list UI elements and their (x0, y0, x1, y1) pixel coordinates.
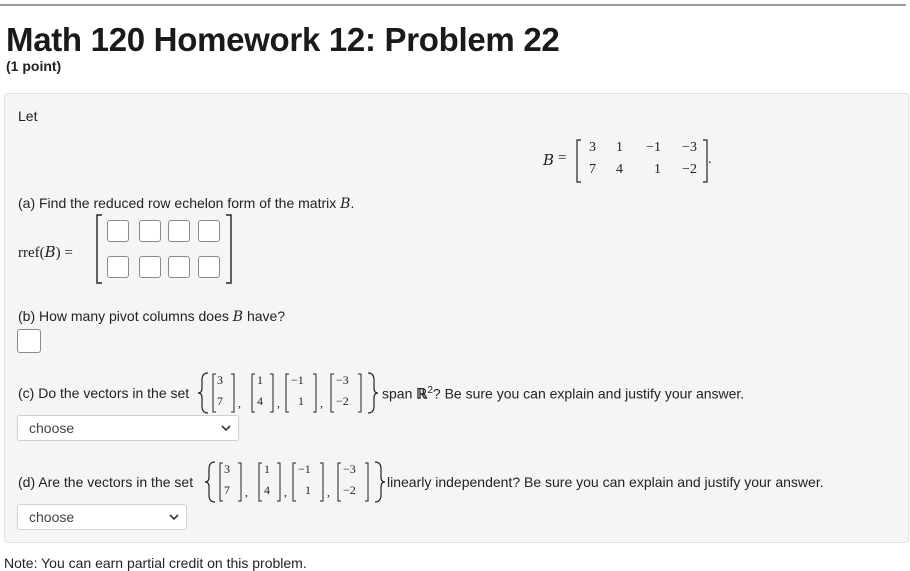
comma: , (277, 396, 280, 410)
select-value: choose (29, 509, 75, 525)
part-b-text: (b) How many pivot columns does (18, 308, 233, 324)
vector-entry: −1 (298, 462, 311, 476)
vector-entry: −1 (291, 373, 304, 387)
rref-entry-r2c1[interactable] (107, 256, 129, 278)
rref-entry-r1c2[interactable] (139, 220, 161, 242)
vector-entry: 4 (264, 483, 270, 497)
pivot-count-input[interactable] (17, 329, 41, 353)
part-a-text-end: . (350, 195, 355, 211)
rref-entry-r1c1[interactable] (107, 220, 129, 242)
top-divider (0, 4, 906, 6)
matrix-b-cell: 7 (589, 162, 596, 177)
vector-entry: 4 (257, 394, 263, 408)
select-value: choose (29, 420, 75, 436)
matrix-b-cell: 1 (654, 162, 661, 177)
vector-set-c (198, 370, 378, 416)
span-word: span (382, 385, 417, 402)
part-b-prompt (18, 308, 285, 325)
vector-entry: 1 (305, 483, 311, 497)
part-c-question (382, 385, 744, 404)
vector-entry: −2 (336, 394, 349, 408)
matrix-b-cell: −2 (682, 162, 697, 177)
rref-entry-r1c4[interactable] (198, 220, 220, 242)
real-space-symbol: ℝ (416, 387, 428, 403)
part-a-var: B (340, 196, 351, 212)
vector-entry: −3 (343, 462, 356, 476)
let-label: Let (18, 108, 38, 124)
matrix-b-cell: −3 (682, 140, 697, 155)
rref-entry-r2c3[interactable] (168, 256, 190, 278)
vector-entry: −3 (336, 373, 349, 387)
comma: , (284, 485, 287, 499)
part-b-text-end: have? (243, 308, 286, 324)
comma: , (245, 485, 248, 499)
vector-set-d-braces (205, 459, 385, 505)
footer-note: Note: You can earn partial credit on this problem. (4, 555, 307, 571)
vector-entry: 3 (217, 373, 223, 387)
vector-entry: 3 (224, 462, 230, 476)
part-d-prompt: (d) Are the vectors in the set (18, 474, 194, 490)
rref-label (18, 243, 73, 262)
matrix-period: . (708, 152, 712, 167)
part-b-var: B (232, 309, 244, 325)
vector-entry: 1 (264, 462, 270, 476)
rref-entry-r1c3[interactable] (168, 220, 190, 242)
vector-entry: 7 (217, 394, 223, 408)
vector-entry: 1 (257, 373, 263, 387)
comma: , (327, 485, 330, 499)
part-a-prompt (18, 195, 354, 212)
comma: , (320, 396, 323, 410)
vector-set-c-braces (198, 370, 378, 416)
point-value: (1 point) (6, 58, 62, 74)
matrix-b-cell: 3 (589, 140, 596, 155)
page-title: Math 120 Homework 12: Problem 22 (6, 21, 560, 58)
part-a-text: (a) Find the reduced row echelon form of the matrix (18, 195, 341, 211)
span-answer-select[interactable] (17, 415, 239, 441)
rref-var: B (44, 243, 56, 261)
rref-fn: rref( (18, 245, 45, 261)
vector-set-d (205, 459, 385, 505)
space-exponent: 2 (427, 385, 433, 396)
equals-sign: = (558, 150, 567, 166)
matrix-b-definition (540, 138, 720, 184)
part-c-prompt: (c) Do the vectors in the set (18, 385, 190, 401)
matrix-b-cell: −1 (646, 140, 661, 155)
rref-entry-r2c2[interactable] (139, 256, 161, 278)
part-c-text-end: ? Be sure you can explain and justify your answer. (432, 385, 745, 402)
chevron-down-icon (168, 511, 180, 523)
vector-entry: 1 (298, 394, 304, 408)
part-d-question: linearly independent? Be sure you can explain and justify your answer. (387, 474, 824, 490)
matrix-b-cell: 1 (616, 140, 623, 155)
independence-answer-select[interactable] (17, 504, 187, 530)
rref-entry-r2c4[interactable] (198, 256, 220, 278)
vector-entry: 7 (224, 483, 230, 497)
rref-close: ) = (55, 245, 73, 261)
matrix-b-name: B (543, 151, 555, 169)
comma: , (238, 396, 241, 410)
vector-entry: −2 (343, 483, 356, 497)
matrix-b-cell: 4 (616, 162, 623, 177)
chevron-down-icon (220, 422, 232, 434)
